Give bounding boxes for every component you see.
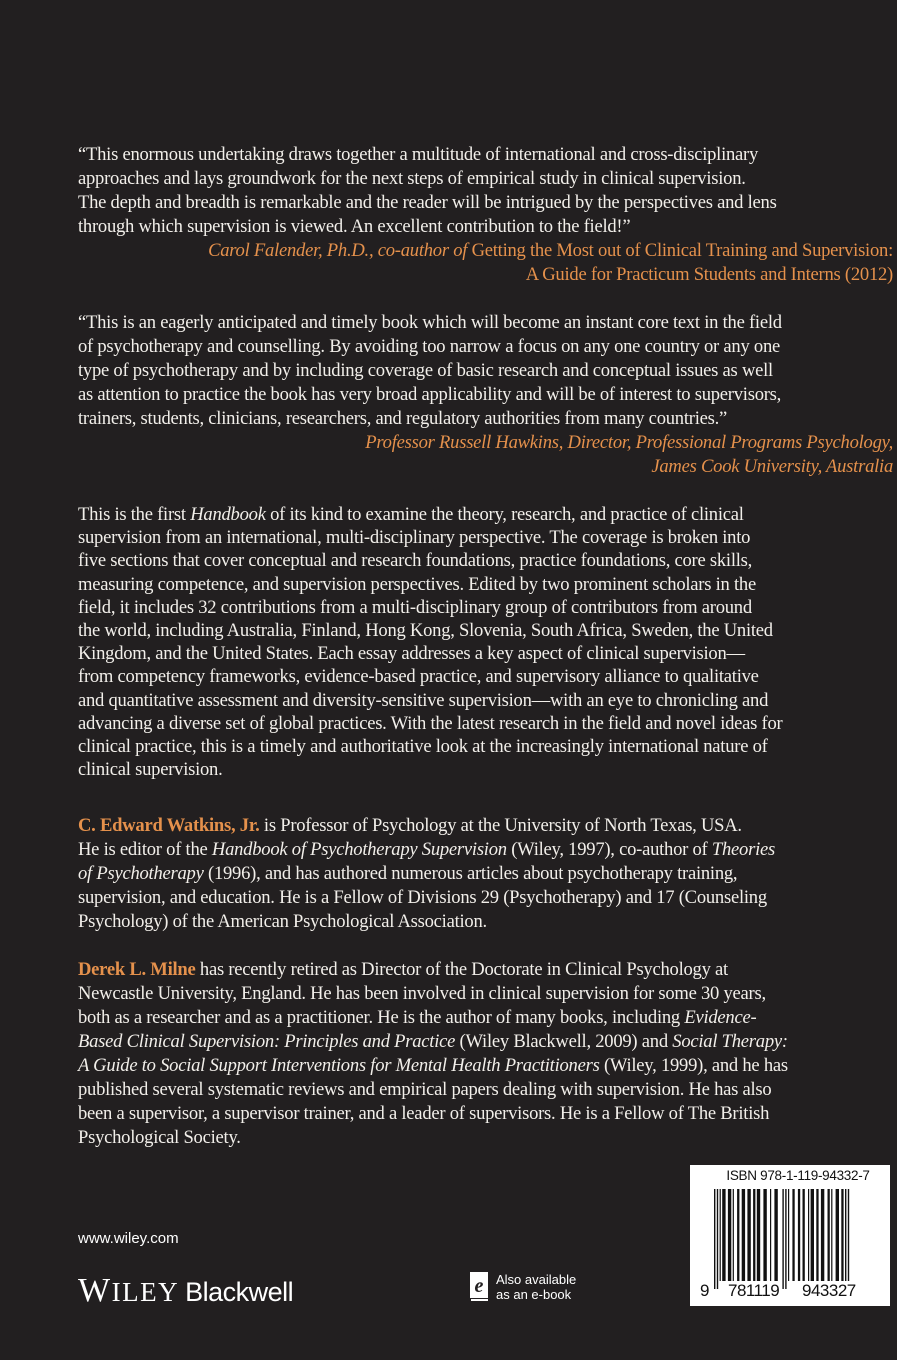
text-segment: Newcastle University, England. He has been involved in clinical supervision for some 30 years,	[78, 983, 766, 1004]
isbn-text: ISBN 978-1-119-94332-7	[726, 1168, 870, 1183]
text-line	[78, 838, 893, 862]
text-segment: and quantitative assessment and diversity-sensitive supervision—with an eye to chronicling and	[78, 689, 769, 711]
barcode-bars	[714, 1189, 884, 1289]
text-segment: the world, including Australia, Finland, Hong Kong, Slovenia, South Africa, Sweden, the United	[78, 619, 773, 641]
text-line	[78, 1078, 893, 1102]
barcode-bar	[811, 1189, 814, 1281]
text-segment: has recently retired as Director of the Doctorate in Clinical Psychology at	[195, 959, 728, 980]
text-line	[78, 619, 893, 642]
barcode-bar	[770, 1189, 771, 1281]
text-segment: Theories	[711, 839, 775, 860]
barcode-bar	[782, 1189, 783, 1289]
barcode-bar	[816, 1189, 818, 1281]
barcode-bar	[792, 1189, 794, 1281]
barcode-left-digits: 781119	[728, 1281, 780, 1300]
text-segment: “This enormous undertaking draws together a multitude of international and cross-disciplinary	[78, 144, 759, 165]
text-segment: Psychology) of the American Psychological Association.	[78, 911, 487, 932]
text-segment: Professor Russell Hawkins, Director, Professional Programs Psychology,	[365, 432, 893, 453]
text-line	[78, 573, 893, 596]
text-line	[78, 526, 893, 549]
wiley-blackwell-logo	[78, 1272, 293, 1310]
text-line	[78, 263, 893, 287]
barcode-bar	[841, 1189, 843, 1281]
text-segment: Based Clinical Supervision: Principles and Practice	[78, 1031, 456, 1052]
text-segment: clinical supervision.	[78, 759, 223, 781]
text-segment: A Guide to Social Support Interventions for Mental Health Practitioners	[78, 1055, 600, 1076]
text-line	[78, 596, 893, 619]
text-segment: supervision from an international, multi-disciplinary perspective. The coverage is broken into	[78, 527, 751, 549]
text-segment: of its kind to examine the theory, research, and practice of clinical	[265, 504, 744, 525]
ebook-icon	[470, 1272, 488, 1302]
text-line	[78, 665, 893, 688]
barcode-bar	[747, 1189, 750, 1281]
barcode-bar	[785, 1189, 786, 1289]
text-line	[78, 1126, 893, 1150]
barcode-bar	[763, 1189, 766, 1281]
text-line	[78, 431, 893, 455]
text-segment: Handbook	[190, 504, 266, 525]
text-segment: (Wiley Blackwell, 2009) and	[455, 1031, 673, 1052]
author-bio-milne	[78, 958, 893, 1150]
text-line	[78, 862, 893, 886]
text-line	[78, 735, 893, 758]
barcode-bar	[714, 1189, 715, 1289]
text-line	[78, 689, 893, 712]
text-line	[78, 1006, 893, 1030]
text-line	[78, 335, 893, 359]
text-line	[78, 549, 893, 572]
barcode-bar	[836, 1189, 839, 1281]
text-segment: approaches and lays groundwork for the next steps of empirical study in clinical supervision.	[78, 168, 746, 189]
text-segment: (1996), and has authored numerous articles about psychotherapy training,	[203, 863, 738, 884]
text-segment: Carol Falender, Ph.D., co-author of	[208, 240, 472, 261]
review-quote-hawkins	[78, 311, 893, 479]
text-segment: published several systematic reviews and empirical papers dealing with supervision. He has also	[78, 1079, 772, 1100]
text-segment: James Cook University, Australia	[651, 456, 893, 477]
text-line	[78, 503, 893, 526]
barcode-bar	[808, 1189, 809, 1281]
text-line	[78, 982, 893, 1006]
text-segment: Social Therapy:	[672, 1031, 788, 1052]
text-segment: (Wiley, 1999), and he has	[599, 1055, 788, 1076]
barcode-bar	[753, 1189, 755, 1281]
text-line	[78, 1102, 893, 1126]
barcode-bar	[831, 1189, 832, 1281]
text-segment: measuring competence, and supervision perspectives. Edited by two prominent scholars in the	[78, 573, 756, 595]
text-segment: clinical practice, this is a timely and authoritative look at the increasingly international nature of	[78, 735, 768, 757]
review-quote-falender	[78, 143, 893, 287]
barcode-bar	[848, 1189, 849, 1289]
isbn-barcode	[690, 1165, 890, 1306]
text-line	[78, 215, 893, 239]
barcode-bar	[803, 1189, 805, 1281]
text-line	[78, 1054, 893, 1078]
text-segment: Getting the Most out of Clinical Training and Supervision:	[471, 240, 893, 261]
text-segment: five sections that cover conceptual and research foundations, practice foundations, core skills,	[78, 550, 753, 572]
text-segment: “This is an eagerly anticipated and timely book which will become an instant core text in the field	[78, 312, 782, 333]
text-line	[78, 359, 893, 383]
text-line	[78, 455, 893, 479]
publisher-url[interactable]: www.wiley.com	[78, 1230, 179, 1247]
barcode-bar	[742, 1189, 745, 1281]
barcode-lead-digit: 9	[700, 1281, 709, 1300]
author-bio-watkins	[78, 814, 893, 934]
text-segment: from competency frameworks, evidence-based practice, and supervisory alliance to qualitative	[78, 666, 759, 688]
text-segment: The depth and breadth is remarkable and the reader will be intrigued by the perspectives and lens	[78, 192, 777, 213]
barcode-bar	[828, 1189, 830, 1281]
barcode-bar	[737, 1189, 739, 1281]
text-segment: (Wiley, 1997), co-author of	[506, 839, 712, 860]
text-line	[78, 407, 893, 431]
text-line	[78, 239, 893, 263]
wiley-rest: ILEY	[111, 1277, 180, 1307]
text-segment: both as a researcher and as a practitioner. He is the author of many books, including	[78, 1007, 685, 1028]
wiley-wordmark	[78, 1272, 180, 1309]
wiley-initial: W	[78, 1272, 112, 1309]
text-segment: Derek L. Milne	[78, 959, 196, 980]
text-segment: C. Edward Watkins, Jr.	[78, 815, 260, 836]
text-line	[78, 642, 893, 665]
barcode-bar	[788, 1189, 789, 1281]
text-segment: Psychological Society.	[78, 1127, 241, 1148]
text-line	[78, 958, 893, 982]
text-line	[78, 758, 893, 781]
text-segment: through which supervision is viewed. An excellent contribution to the field!”	[78, 216, 631, 237]
text-line	[78, 167, 893, 191]
barcode-bar	[720, 1189, 721, 1281]
text-segment: as attention to practice the book has very broad applicability and will be of interest to supervisors,	[78, 384, 782, 405]
svg-text:e: e	[474, 1275, 484, 1297]
text-line	[78, 712, 893, 735]
blackwell-wordmark: Blackwell	[185, 1277, 294, 1307]
ebook-notice	[470, 1272, 576, 1302]
text-line	[78, 886, 893, 910]
text-segment: supervision, and education. He is a Fellow of Divisions 29 (Psychotherapy) and 17 (Counseling	[78, 887, 767, 908]
text-segment: field, it includes 32 contributions from a multi-disciplinary group of contributors from around	[78, 596, 752, 618]
text-segment: Handbook of Psychotherapy Supervision	[211, 839, 507, 860]
barcode-bar	[757, 1189, 760, 1281]
barcode-bar	[722, 1189, 725, 1281]
text-segment: is Professor of Psychology at the University of North Texas, USA.	[259, 815, 742, 836]
text-segment: Evidence-	[684, 1007, 757, 1028]
text-segment: trainers, students, clinicians, researchers, and regulatory authorities from many countries.”	[78, 408, 727, 429]
text-segment: A Guide for Practicum Students and Interns (2012)	[525, 264, 893, 285]
text-segment: Kingdom, and the United States. Each essay addresses a key aspect of clinical supervision—	[78, 643, 745, 665]
barcode-right-digits: 943327	[802, 1281, 856, 1300]
book-description	[78, 503, 893, 781]
text-segment: advancing a diverse set of global practices. With the latest research in the field and novel ideas for	[78, 712, 783, 734]
barcode-bar	[821, 1189, 824, 1281]
text-line	[78, 143, 893, 167]
text-segment: This is the first	[78, 504, 191, 525]
barcode-bar	[717, 1189, 718, 1289]
text-segment: been a supervisor, a supervisor trainer, and a leader of supervisors. He is a Fellow of The British	[78, 1103, 770, 1124]
text-segment: of psychotherapy and counselling. By avoiding too narrow a focus on any one country or any one	[78, 336, 780, 357]
ebook-line-1: Also available	[496, 1272, 577, 1287]
barcode-bar	[733, 1189, 734, 1281]
text-segment: He is editor of the	[78, 839, 212, 860]
text-line	[78, 814, 893, 838]
barcode-bar	[728, 1189, 731, 1281]
text-segment: type of psychotherapy and by including coverage of basic research and conceptual issues as well	[78, 360, 773, 381]
text-line	[78, 910, 893, 934]
text-line	[78, 311, 893, 335]
text-segment: of Psychotherapy	[78, 863, 204, 884]
barcode-bar	[798, 1189, 800, 1281]
barcode-bar	[845, 1189, 846, 1289]
text-line	[78, 383, 893, 407]
text-line	[78, 1030, 893, 1054]
text-line	[78, 191, 893, 215]
ebook-line-2: as an e-book	[496, 1287, 572, 1302]
barcode-bar	[774, 1189, 777, 1281]
